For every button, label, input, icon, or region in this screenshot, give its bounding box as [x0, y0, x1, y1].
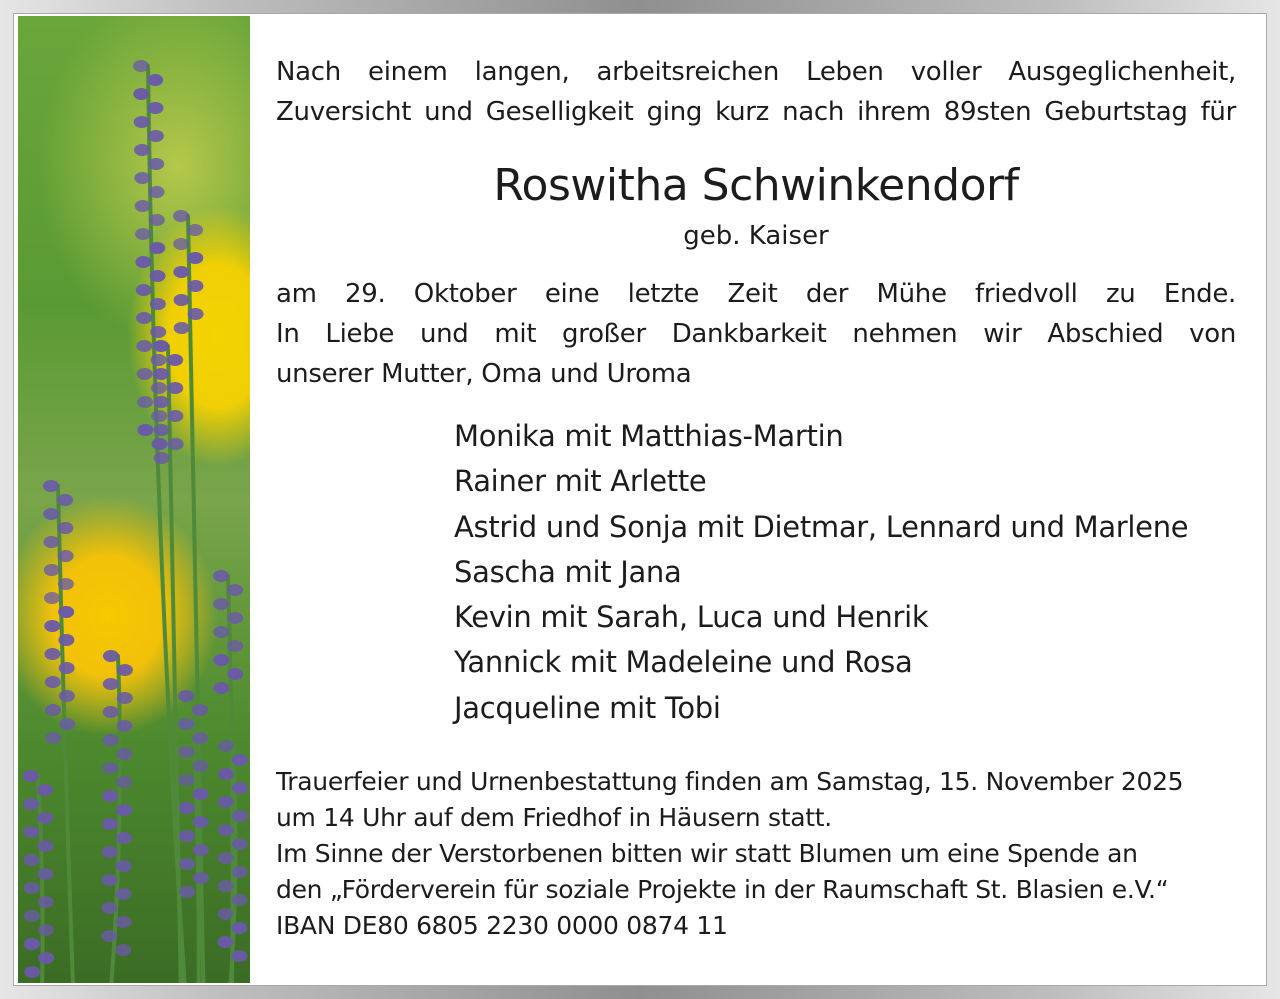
lavender-bud — [173, 210, 189, 222]
lavender-bud — [151, 354, 167, 366]
farewell-line: am 29. Oktober eine letzte Zeit der Mühe friedvoll zu Ende. — [276, 279, 1236, 309]
mourner-entry: Yannick mit Madeleine und Rosa — [454, 645, 913, 680]
funeral-line: Trauerfeier und Urnenbestattung finden am Samstag, 15. November 2025 — [276, 767, 1184, 796]
lavender-bud — [193, 816, 209, 828]
lavender-bud — [218, 880, 234, 892]
lavender-bud — [24, 966, 40, 978]
lavender-bud — [187, 280, 203, 292]
lavender-bud — [102, 762, 118, 774]
lavender-bud — [43, 508, 59, 520]
lavender-bud — [134, 144, 150, 156]
lavender-bud — [43, 480, 59, 492]
lavender-bud — [178, 746, 194, 758]
lavender-bud — [37, 812, 53, 824]
lavender-bud — [173, 266, 189, 278]
lavender-bud — [38, 924, 54, 936]
lavender-bud — [24, 854, 40, 866]
lavender-bud — [102, 790, 118, 802]
lavender-bud — [149, 186, 165, 198]
lavender-bud — [193, 844, 209, 856]
lavender-bud — [58, 634, 74, 646]
lavender-bud — [135, 200, 151, 212]
lavender-bud — [232, 866, 248, 878]
lavender-bud — [59, 662, 75, 674]
funeral-line: den „Förderverein für soziale Projekte in der Raumschaft St. Blasien e.V.“ — [276, 875, 1169, 904]
lavender-bud — [116, 748, 132, 760]
lavender-bud — [153, 396, 169, 408]
lavender-bud — [24, 910, 40, 922]
lavender-photo — [18, 16, 250, 983]
lavender-bud — [150, 270, 166, 282]
funeral-line: IBAN DE80 6805 2230 0000 0874 11 — [276, 911, 728, 940]
lavender-bud — [136, 340, 152, 352]
lavender-bud — [167, 382, 183, 394]
lavender-bud — [116, 804, 132, 816]
lavender-bud — [23, 770, 39, 782]
lavender-bud — [227, 612, 243, 624]
lavender-bud — [44, 592, 60, 604]
lavender-bud — [24, 938, 40, 950]
lavender-bud — [38, 952, 54, 964]
lavender-bud — [44, 620, 60, 632]
intro-line: Zuversicht und Geselligkeit ging kurz nach ihrem 89sten Geburtstag für — [276, 97, 1236, 127]
mourners-list — [454, 414, 1188, 731]
lavender-bud — [117, 720, 133, 732]
lavender-bud — [231, 922, 247, 934]
mourner-entry: Monika mit Matthias-Martin — [454, 419, 844, 453]
lavender-bud — [187, 224, 203, 236]
lavender-bud — [102, 818, 118, 830]
lavender-bud — [23, 798, 39, 810]
lavender-illustration — [18, 16, 250, 983]
lavender-bud — [149, 242, 165, 254]
lavender-bud — [154, 424, 170, 436]
funeral-line: Im Sinne der Verstorbenen bitten wir statt Blumen um eine Spende an — [276, 839, 1138, 868]
lavender-bud — [151, 382, 167, 394]
lavender-bud — [150, 326, 166, 338]
lavender-bud — [59, 690, 75, 702]
lavender-bud — [148, 130, 164, 142]
lavender-bud — [148, 102, 164, 114]
lavender-bud — [23, 826, 39, 838]
lavender-bud — [58, 578, 74, 590]
lavender-bud — [136, 284, 152, 296]
lavender-bud — [57, 494, 73, 506]
lavender-bud — [103, 706, 119, 718]
lavender-bud — [135, 228, 151, 240]
lavender-bud — [179, 774, 195, 786]
mourner-entry: Jacqueline mit Tobi — [454, 690, 721, 725]
lavender-bud — [231, 950, 247, 962]
lavender-bud — [134, 116, 150, 128]
lavender-bud — [213, 598, 229, 610]
lavender-bud — [147, 74, 163, 86]
lavender-bud — [179, 886, 195, 898]
lavender-bud — [192, 732, 208, 744]
farewell-line: unserer Mutter, Oma und Uroma — [276, 359, 692, 389]
lavender-bud — [174, 322, 190, 334]
lavender-bud — [38, 868, 54, 880]
intro-paragraph — [276, 52, 1236, 132]
lavender-bud — [59, 718, 75, 730]
lavender-bud — [45, 704, 61, 716]
lavender-bud — [102, 734, 118, 746]
lavender-bud — [117, 692, 133, 704]
lavender-bud — [45, 648, 61, 660]
lavender-bud — [37, 840, 53, 852]
lavender-bud — [227, 640, 243, 652]
lavender-bud — [137, 396, 153, 408]
lavender-bud — [102, 874, 118, 886]
lavender-bud — [178, 690, 194, 702]
lavender-bud — [193, 872, 209, 884]
lavender-bud — [218, 796, 234, 808]
notice-text — [276, 14, 1236, 985]
lavender-bud — [232, 894, 248, 906]
lavender-bud — [218, 824, 234, 836]
lavender-bud — [167, 354, 183, 366]
lavender-bud — [135, 256, 151, 268]
lavender-bud — [232, 810, 248, 822]
lavender-bud — [232, 838, 248, 850]
lavender-bud — [179, 830, 195, 842]
maiden-name: geb. Kaiser — [683, 221, 829, 251]
lavender-bud — [174, 294, 190, 306]
lavender-bud — [148, 158, 164, 170]
lavender-bud — [173, 238, 189, 250]
lavender-bud — [193, 788, 209, 800]
lavender-bud — [213, 626, 229, 638]
lavender-bud — [217, 908, 233, 920]
lavender-bud — [116, 888, 132, 900]
deceased-name: Roswitha Schwinkendorf — [493, 160, 1019, 211]
lavender-bud — [116, 860, 132, 872]
lavender-bud — [232, 782, 248, 794]
lavender-bud — [133, 88, 149, 100]
lavender-bud — [227, 584, 243, 596]
lavender-bud — [45, 676, 61, 688]
lavender-bud — [115, 916, 131, 928]
lavender-bud — [151, 410, 167, 422]
lavender-bud — [103, 650, 119, 662]
mourner-entry: Kevin mit Sarah, Luca und Henrik — [454, 600, 929, 635]
lavender-bud — [101, 902, 117, 914]
lavender-bud — [178, 718, 194, 730]
lavender-bud — [232, 754, 248, 766]
lavender-bud — [136, 312, 152, 324]
lavender-bud — [213, 570, 229, 582]
lavender-bud — [45, 732, 61, 744]
lavender-bud — [153, 340, 169, 352]
lavender-bud — [37, 784, 53, 796]
lavender-bud — [179, 802, 195, 814]
lavender-bud — [116, 832, 132, 844]
lavender-bud — [57, 522, 73, 534]
lavender-bud — [192, 704, 208, 716]
mourner-entry: Rainer mit Arlette — [454, 464, 707, 499]
obituary-notice — [14, 14, 1266, 985]
lavender-bud — [58, 550, 74, 562]
farewell-line: In Liebe und mit großer Dankbarkeit nehmen wir Abschied von — [276, 319, 1236, 349]
lavender-bud — [153, 368, 169, 380]
mourner-entry: Sascha mit Jana — [454, 554, 682, 589]
lavender-bud — [117, 664, 133, 676]
lavender-bud — [102, 846, 118, 858]
lavender-bud — [218, 852, 234, 864]
lavender-bud — [150, 298, 166, 310]
lavender-bud — [58, 606, 74, 618]
lavender-bud — [213, 682, 229, 694]
funeral-line: um 14 Uhr auf dem Friedhof in Häusern statt. — [276, 803, 832, 832]
lavender-bud — [38, 896, 54, 908]
mourner-entry: Astrid und Sonja mit Dietmar, Lennard und Marlene — [454, 509, 1189, 544]
lavender-bud — [137, 424, 153, 436]
lavender-bud — [179, 858, 195, 870]
lavender-bud — [167, 410, 183, 422]
lavender-bud — [218, 740, 234, 752]
lavender-bud — [101, 930, 117, 942]
lavender-bud — [44, 536, 60, 548]
lavender-bud — [152, 438, 168, 450]
lavender-bud — [149, 214, 165, 226]
lavender-bud — [44, 564, 60, 576]
lavender-bud — [192, 760, 208, 772]
lavender-bud — [168, 438, 184, 450]
lavender-bud — [137, 368, 153, 380]
farewell-paragraph — [276, 274, 1236, 394]
lavender-bud — [103, 678, 119, 690]
lavender-bud — [213, 654, 229, 666]
funeral-paragraph — [276, 764, 1236, 944]
lavender-bud — [116, 776, 132, 788]
lavender-bud — [227, 668, 243, 680]
intro-line: Nach einem langen, arbeitsreichen Leben voller Ausgeglichenheit, — [276, 57, 1236, 87]
lavender-bud — [24, 882, 40, 894]
lavender-bud — [218, 768, 234, 780]
lavender-bud — [134, 172, 150, 184]
lavender-bud — [133, 60, 149, 72]
lavender-bud — [187, 252, 203, 264]
lavender-stem — [38, 776, 43, 983]
lavender-bud — [188, 308, 204, 320]
lavender-bud — [115, 944, 131, 956]
lavender-bud — [154, 452, 170, 464]
lavender-bud — [217, 936, 233, 948]
